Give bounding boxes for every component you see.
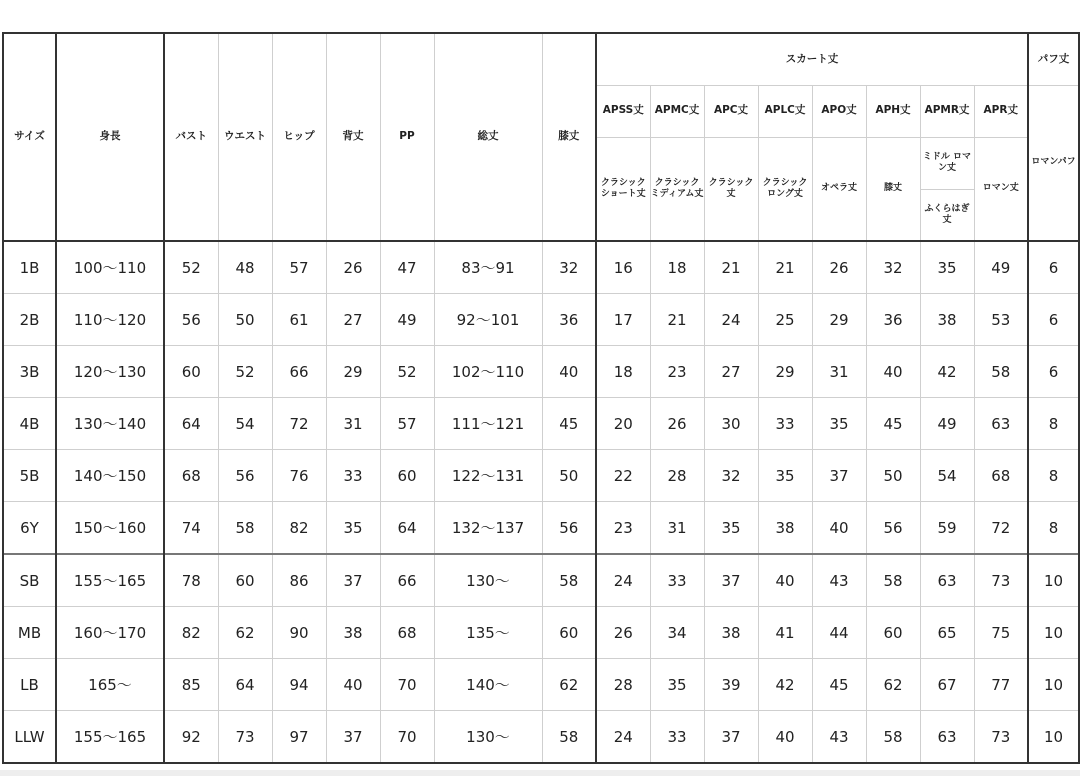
cell-aph: 36 (866, 294, 920, 346)
cell-aph: 58 (866, 554, 920, 607)
cell-height: 100〜110 (56, 241, 164, 294)
cell-apmc: 35 (650, 659, 704, 711)
cell-apr: 58 (974, 346, 1028, 398)
cell-apo: 29 (812, 294, 866, 346)
header-code-apmr: APMR丈 (920, 85, 974, 137)
cell-size: 2B (3, 294, 56, 346)
header-name-apr: ロマン丈 (974, 137, 1028, 241)
header-code-apo: APO丈 (812, 85, 866, 137)
cell-apr: 53 (974, 294, 1028, 346)
cell-total-length: 102〜110 (434, 346, 542, 398)
table-row (3, 502, 1079, 555)
cell-apo: 26 (812, 241, 866, 294)
cell-apss: 20 (596, 398, 650, 450)
cell-back-length: 37 (326, 711, 380, 764)
cell-apss: 23 (596, 502, 650, 555)
header-skirt-group: スカート丈 (596, 33, 1028, 85)
cell-apo: 43 (812, 711, 866, 764)
cell-aplc: 41 (758, 607, 812, 659)
cell-back-length: 38 (326, 607, 380, 659)
cell-aplc: 21 (758, 241, 812, 294)
header-name-apss: クラシック ショート丈 (596, 137, 650, 241)
cell-bust: 52 (164, 241, 218, 294)
header-puff-group: パフ丈 (1028, 33, 1079, 85)
cell-size: 5B (3, 450, 56, 502)
cell-total-length: 92〜101 (434, 294, 542, 346)
cell-apmc: 18 (650, 241, 704, 294)
cell-aph: 32 (866, 241, 920, 294)
cell-apc: 39 (704, 659, 758, 711)
cell-size: 1B (3, 241, 56, 294)
cell-hip: 97 (272, 711, 326, 764)
cell-aph: 62 (866, 659, 920, 711)
cell-apo: 35 (812, 398, 866, 450)
table-row (3, 346, 1079, 398)
cell-pp: 66 (380, 554, 434, 607)
header-name-apc: クラシック丈 (704, 137, 758, 241)
cell-total-length: 132〜137 (434, 502, 542, 555)
size-chart (0, 32, 1080, 776)
cell-bust: 60 (164, 346, 218, 398)
cell-knee-length: 58 (542, 554, 596, 607)
cell-apc: 32 (704, 450, 758, 502)
cell-total-length: 140〜 (434, 659, 542, 711)
cell-bust: 92 (164, 711, 218, 764)
cell-knee-length: 50 (542, 450, 596, 502)
cell-apmc: 28 (650, 450, 704, 502)
cell-height: 155〜165 (56, 711, 164, 764)
cell-waist: 48 (218, 241, 272, 294)
cell-size: SB (3, 554, 56, 607)
cell-bust: 78 (164, 554, 218, 607)
header-name-aplc: クラシック ロング丈 (758, 137, 812, 241)
cell-apc: 24 (704, 294, 758, 346)
cell-total-length: 111〜121 (434, 398, 542, 450)
table-row (3, 398, 1079, 450)
cell-pp: 52 (380, 346, 434, 398)
cell-waist: 54 (218, 398, 272, 450)
cell-height: 120〜130 (56, 346, 164, 398)
cell-pp: 70 (380, 659, 434, 711)
cell-aplc: 25 (758, 294, 812, 346)
cell-puff: 10 (1028, 554, 1079, 607)
cell-knee-length: 32 (542, 241, 596, 294)
table-row (3, 607, 1079, 659)
cell-apo: 37 (812, 450, 866, 502)
cell-back-length: 27 (326, 294, 380, 346)
cell-height: 165〜 (56, 659, 164, 711)
cell-aph: 45 (866, 398, 920, 450)
cell-bust: 82 (164, 607, 218, 659)
cell-size: 6Y (3, 502, 56, 555)
cell-apmr: 42 (920, 346, 974, 398)
header-code-aplc: APLC丈 (758, 85, 812, 137)
cell-apc: 21 (704, 241, 758, 294)
cell-hip: 82 (272, 502, 326, 555)
cell-back-length: 35 (326, 502, 380, 555)
cell-waist: 50 (218, 294, 272, 346)
cell-apmr: 49 (920, 398, 974, 450)
header-code-aph: APH丈 (866, 85, 920, 137)
cell-pp: 47 (380, 241, 434, 294)
cell-waist: 62 (218, 607, 272, 659)
cell-apss: 26 (596, 607, 650, 659)
table-row (3, 294, 1079, 346)
cell-apmr: 35 (920, 241, 974, 294)
cell-apss: 28 (596, 659, 650, 711)
cell-aplc: 38 (758, 502, 812, 555)
cell-knee-length: 45 (542, 398, 596, 450)
cell-waist: 60 (218, 554, 272, 607)
cell-puff: 10 (1028, 711, 1079, 764)
cell-total-length: 130〜 (434, 554, 542, 607)
cell-apr: 63 (974, 398, 1028, 450)
cell-pp: 64 (380, 502, 434, 555)
size-table (2, 32, 1080, 764)
cell-puff: 10 (1028, 607, 1079, 659)
cell-apc: 30 (704, 398, 758, 450)
cell-hip: 72 (272, 398, 326, 450)
cell-apr: 73 (974, 711, 1028, 764)
cell-aph: 40 (866, 346, 920, 398)
cell-back-length: 40 (326, 659, 380, 711)
cell-apmc: 23 (650, 346, 704, 398)
header-back-length: 背丈 (326, 33, 380, 241)
cell-knee-length: 36 (542, 294, 596, 346)
cell-bust: 56 (164, 294, 218, 346)
cell-apss: 22 (596, 450, 650, 502)
cell-aph: 58 (866, 711, 920, 764)
table-row (3, 659, 1079, 711)
cell-aplc: 35 (758, 450, 812, 502)
cell-apmr: 63 (920, 554, 974, 607)
cell-hip: 66 (272, 346, 326, 398)
cell-back-length: 31 (326, 398, 380, 450)
cell-back-length: 26 (326, 241, 380, 294)
table-row (3, 711, 1079, 764)
header-name-apmr-top: ミドル ロマン丈 (920, 137, 974, 189)
cell-apr: 49 (974, 241, 1028, 294)
cell-puff: 6 (1028, 241, 1079, 294)
header-waist: ウエスト (218, 33, 272, 241)
cell-aplc: 40 (758, 711, 812, 764)
cell-size: 4B (3, 398, 56, 450)
cell-apc: 37 (704, 554, 758, 607)
cell-apmr: 59 (920, 502, 974, 555)
cell-waist: 58 (218, 502, 272, 555)
cell-apo: 44 (812, 607, 866, 659)
cell-apmc: 33 (650, 554, 704, 607)
cell-total-length: 135〜 (434, 607, 542, 659)
cell-puff: 10 (1028, 659, 1079, 711)
header-bust: バスト (164, 33, 218, 241)
cell-pp: 49 (380, 294, 434, 346)
cell-aph: 56 (866, 502, 920, 555)
header-knee-length: 膝丈 (542, 33, 596, 241)
header-pp: PP (380, 33, 434, 241)
cell-apmc: 34 (650, 607, 704, 659)
cell-apmr: 63 (920, 711, 974, 764)
cell-size: LB (3, 659, 56, 711)
cell-hip: 86 (272, 554, 326, 607)
cell-apmr: 38 (920, 294, 974, 346)
cell-hip: 76 (272, 450, 326, 502)
cell-apc: 38 (704, 607, 758, 659)
header-name-apmc: クラシック ミディアム丈 (650, 137, 704, 241)
header-name-apmr-bottom: ふくらはぎ丈 (920, 189, 974, 241)
cell-apo: 43 (812, 554, 866, 607)
cell-apss: 24 (596, 554, 650, 607)
cell-aph: 50 (866, 450, 920, 502)
cell-pp: 60 (380, 450, 434, 502)
cell-puff: 8 (1028, 450, 1079, 502)
cell-puff: 6 (1028, 346, 1079, 398)
cell-pp: 68 (380, 607, 434, 659)
cell-height: 140〜150 (56, 450, 164, 502)
cell-bust: 85 (164, 659, 218, 711)
cell-knee-length: 62 (542, 659, 596, 711)
cell-aplc: 42 (758, 659, 812, 711)
cell-total-length: 130〜 (434, 711, 542, 764)
cell-apss: 18 (596, 346, 650, 398)
cell-waist: 73 (218, 711, 272, 764)
header-puff-name: ロマンパフ (1028, 85, 1079, 241)
cell-size: LLW (3, 711, 56, 764)
cell-apmr: 67 (920, 659, 974, 711)
table-row (3, 241, 1079, 294)
cell-apmc: 21 (650, 294, 704, 346)
cell-apss: 17 (596, 294, 650, 346)
cell-apmr: 54 (920, 450, 974, 502)
bottom-edge (0, 770, 1080, 776)
cell-apmr: 65 (920, 607, 974, 659)
cell-knee-length: 60 (542, 607, 596, 659)
cell-height: 155〜165 (56, 554, 164, 607)
cell-apss: 24 (596, 711, 650, 764)
cell-hip: 90 (272, 607, 326, 659)
cell-size: 3B (3, 346, 56, 398)
cell-apo: 31 (812, 346, 866, 398)
cell-apc: 27 (704, 346, 758, 398)
header-total-length: 総丈 (434, 33, 542, 241)
cell-waist: 52 (218, 346, 272, 398)
header-code-apss: APSS丈 (596, 85, 650, 137)
cell-bust: 74 (164, 502, 218, 555)
cell-apo: 40 (812, 502, 866, 555)
cell-apr: 73 (974, 554, 1028, 607)
cell-pp: 57 (380, 398, 434, 450)
cell-size: MB (3, 607, 56, 659)
cell-apr: 68 (974, 450, 1028, 502)
cell-total-length: 83〜91 (434, 241, 542, 294)
cell-aplc: 29 (758, 346, 812, 398)
cell-apmc: 26 (650, 398, 704, 450)
cell-apc: 37 (704, 711, 758, 764)
cell-hip: 57 (272, 241, 326, 294)
cell-apr: 75 (974, 607, 1028, 659)
cell-back-length: 37 (326, 554, 380, 607)
cell-height: 160〜170 (56, 607, 164, 659)
cell-height: 150〜160 (56, 502, 164, 555)
cell-bust: 64 (164, 398, 218, 450)
cell-back-length: 33 (326, 450, 380, 502)
header-height: 身長 (56, 33, 164, 241)
cell-waist: 64 (218, 659, 272, 711)
header-hip: ヒップ (272, 33, 326, 241)
cell-knee-length: 58 (542, 711, 596, 764)
cell-apss: 16 (596, 241, 650, 294)
cell-height: 130〜140 (56, 398, 164, 450)
cell-hip: 61 (272, 294, 326, 346)
cell-height: 110〜120 (56, 294, 164, 346)
cell-total-length: 122〜131 (434, 450, 542, 502)
cell-apo: 45 (812, 659, 866, 711)
cell-hip: 94 (272, 659, 326, 711)
header-name-aph: 膝丈 (866, 137, 920, 241)
size-table-body (3, 241, 1079, 763)
cell-pp: 70 (380, 711, 434, 764)
cell-puff: 8 (1028, 398, 1079, 450)
header-code-apc: APC丈 (704, 85, 758, 137)
header-name-apo: オペラ丈 (812, 137, 866, 241)
cell-puff: 6 (1028, 294, 1079, 346)
cell-apc: 35 (704, 502, 758, 555)
cell-apmc: 33 (650, 711, 704, 764)
cell-apr: 77 (974, 659, 1028, 711)
cell-bust: 68 (164, 450, 218, 502)
cell-back-length: 29 (326, 346, 380, 398)
cell-aplc: 33 (758, 398, 812, 450)
table-row (3, 554, 1079, 607)
cell-apr: 72 (974, 502, 1028, 555)
cell-aplc: 40 (758, 554, 812, 607)
cell-knee-length: 40 (542, 346, 596, 398)
cell-aph: 60 (866, 607, 920, 659)
header-size: サイズ (3, 33, 56, 241)
cell-waist: 56 (218, 450, 272, 502)
cell-puff: 8 (1028, 502, 1079, 555)
table-row (3, 450, 1079, 502)
cell-knee-length: 56 (542, 502, 596, 555)
cell-apmc: 31 (650, 502, 704, 555)
header-code-apmc: APMC丈 (650, 85, 704, 137)
header-code-apr: APR丈 (974, 85, 1028, 137)
